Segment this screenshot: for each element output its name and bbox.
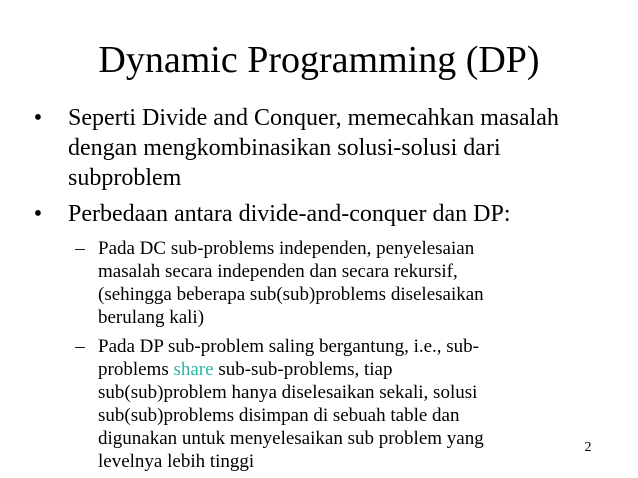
- highlighted-word: share: [173, 359, 214, 380]
- sub-bullet-line: Pada DC sub-problems independen, penyelesaian: [98, 238, 475, 259]
- sub-bullet-list: [26, 237, 586, 473]
- dash-icon: –: [75, 238, 85, 259]
- sub-bullet-line: berulang kali): [98, 307, 205, 328]
- bullet-list: [26, 103, 586, 473]
- bullet-text: Perbedaan antara divide-and-conquer dan DP:: [68, 201, 511, 227]
- dash-icon: –: [75, 336, 85, 357]
- bullet-text: Seperti Divide and Conquer, memecahkan masalah dengan mengkombinasikan solusi-solusi dari subproblem: [68, 105, 559, 191]
- page-number: 2: [584, 440, 592, 455]
- sub-bullet-item: [68, 335, 566, 473]
- sub-bullet-line: digunakan untuk menyelesaikan sub problem yang: [98, 428, 484, 449]
- bullet-item: [26, 103, 586, 193]
- sub-bullet-line: Pada DP sub-problem saling bergantung, i.e., sub-: [98, 336, 480, 357]
- slide-title: Dynamic Programming (DP): [98, 39, 540, 81]
- bullet-icon: •: [33, 201, 43, 227]
- bullet-item: [26, 199, 586, 229]
- sub-bullet-line: levelnya lebih tinggi: [98, 451, 255, 472]
- sub-bullet-line: sub(sub)problem hanya diselesaikan sekali, solusi: [98, 382, 478, 403]
- bullet-icon: •: [33, 105, 43, 131]
- sub-bullet-line: (sehingga beberapa sub(sub)problems diselesaikan: [98, 284, 484, 305]
- sub-bullet-item: [68, 237, 566, 329]
- sub-bullet-line: [98, 358, 566, 381]
- sub-bullet-line: masalah secara independen dan secara rekursif,: [98, 261, 458, 282]
- sub-bullet-text: sub-sub-problems, tiap: [213, 359, 393, 380]
- sub-bullet-text: problems: [98, 359, 174, 380]
- sub-bullet-line: sub(sub)problems disimpan di sebuah table dan: [98, 405, 460, 426]
